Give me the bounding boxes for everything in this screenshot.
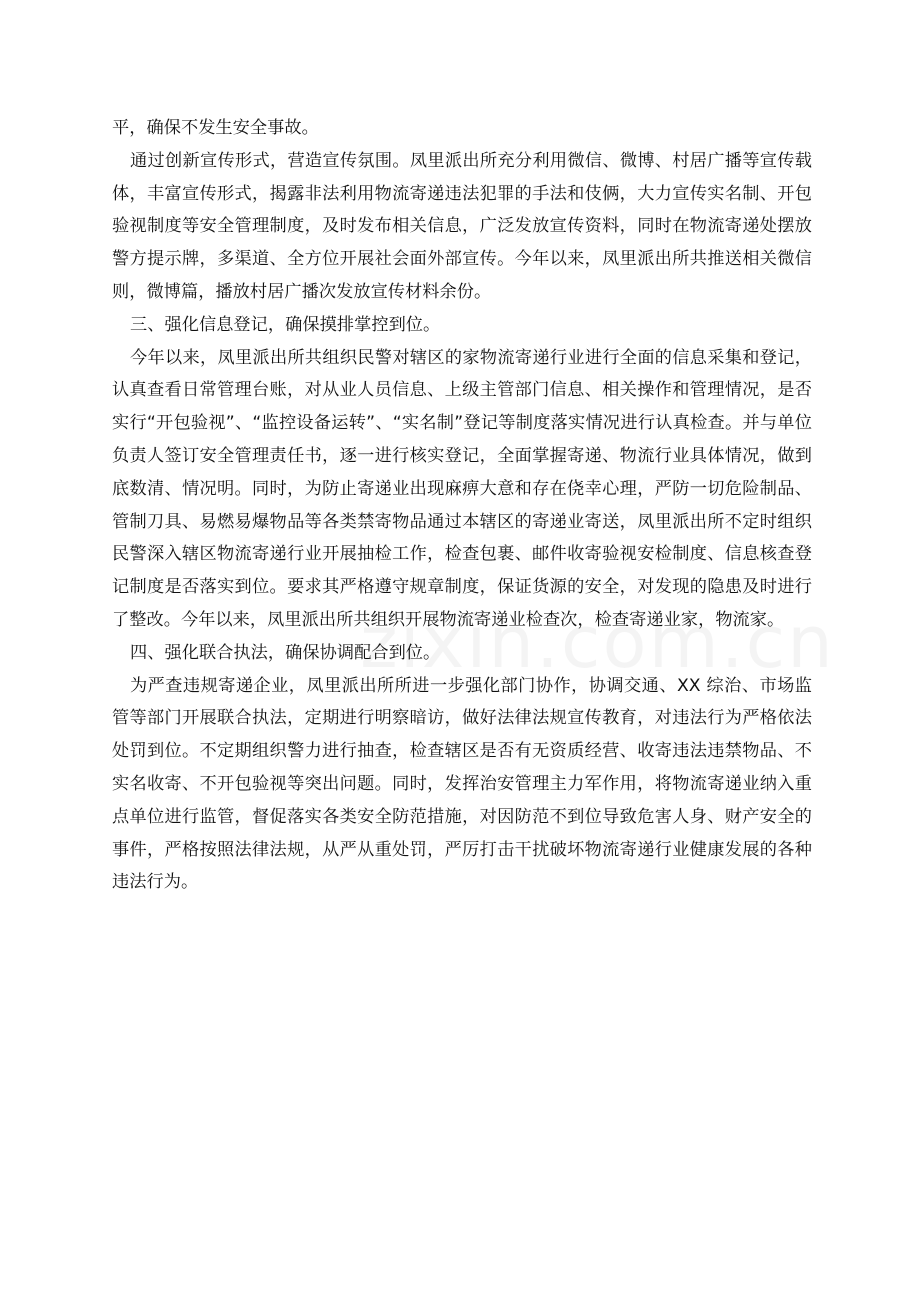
paragraph-info-registration: 今年以来，凤里派出所共组织民警对辖区的家物流寄递行业进行全面的信息采集和登记，认真查看日常管理台账，对从业人员信息、上级主管部门信息、相关操作和管理情况，是否实行“开包验视”、“监控设备运转”、“实名制”登记等制度落实情况进行认真检查。并与单位负责人签订安全管理责任书，逐一进行核实登记，全面掌握寄递、物流行业具体情况，做到底数清、情况明。同时，为防止寄递业出现麻痹大意和存在侥幸心理，严防一切危险制品、管制刀具、易燃易爆物品等各类禁寄物品通过本辖区的寄递业寄送，凤里派出所不定时组织民警深入辖区物流寄递行业开展抽检工作，检查包裹、邮件收寄验视安检制度、信息核查登记制度是否落实到位。要求其严格遵守规章制度，保证货源的安全，对发现的隐患及时进行了整改。今年以来，凤里派出所共组织开展物流寄递业检查次，检查寄递业家，物流家。	[112, 347, 812, 630]
paragraph-joint-enforcement: 为严查违规寄递企业，凤里派出所所进一步强化部门协作，协调交通、XX 综治、市场监管等部门开展联合执法，定期进行明察暗访，做好法律法规宣传教育，对违法行为严格依法处罚到位。不定期组织警力进行抽查，检查辖区是否有无资质经营、收寄违法违禁物品、不实名收寄、不开包验视等突出问题。同时，发挥治安管理主力军作用，将物流寄递业纳入重点单位进行监管，督促落实各类安全防范措施，对因防范不到位导致危害人身、财产安全的事件，严格按照法律法规，从严从重处罚，严厉打击干扰破坏物流寄递行业健康发展的各种违法行为。	[112, 675, 812, 893]
paragraph-publicity: 通过创新宣传形式，营造宣传氛围。凤里派出所充分利用微信、微博、村居广播等宣传载体，丰富宣传形式，揭露非法利用物流寄递违法犯罪的手法和伎俩，大力宣传实名制、开包验视制度等安全管理制度，及时发布相关信息，广泛发放宣传资料，同时在物流寄递处摆放警方提示牌，多渠道、全方位开展社会面外部宣传。今年以来，凤里派出所共推送相关微信则，微博篇，播放村居广播次发放宣传材料余份。	[112, 150, 812, 302]
document-page	[112, 112, 812, 899]
section-heading-3: 三、强化信息登记，确保摸排掌控到位。	[130, 314, 441, 335]
section-heading-4: 四、强化联合执法，确保协调配合到位。	[130, 642, 441, 663]
paragraph-continuation: 平，确保不发生安全事故。	[112, 118, 319, 138]
